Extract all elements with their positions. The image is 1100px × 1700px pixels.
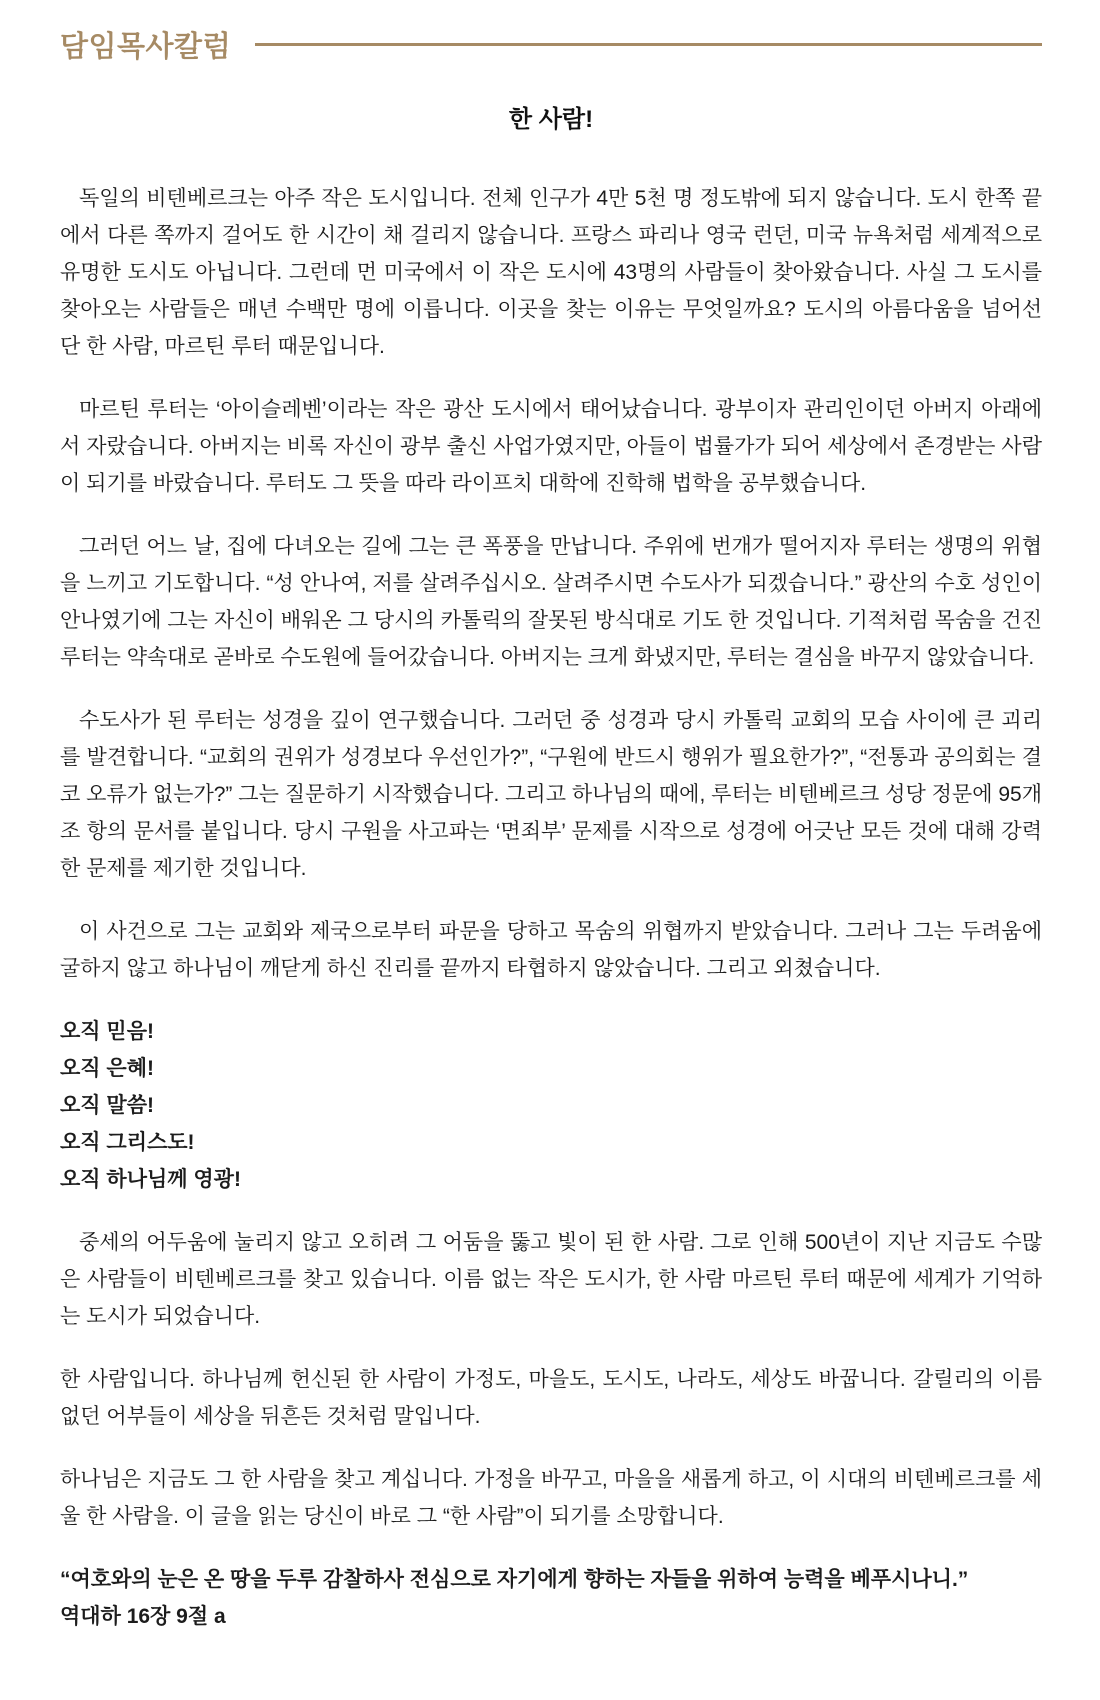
article-paragraph: 수도사가 된 루터는 성경을 깊이 연구했습니다. 그러던 중 성경과 당시 카톨릭 교회의 모습 사이에 큰 괴리를 발견합니다. “교회의 권위가 성경보다 우선인가?”, “구원에 반드시 행위가 필요한가?”, “전통과 공의회는 결코 오류가 없는가?” 그는 질문하기 시작했습니다. 그리고 하나님의 때에, 루터는 비텐베르크 성당 정문에 95개 조 항의 문서를 붙입니다. 당시 구원을 사고파는 ‘면죄부’ 문제를 시작으로 성경에 어긋난 모든 것에 대해 강력한 문제를 제기한 것입니다. — [60, 709, 1042, 880]
slogan-line: 오직 말씀! — [60, 1094, 154, 1117]
article-paragraph: 그러던 어느 날, 집에 다녀오는 길에 그는 큰 폭풍을 만납니다. 주위에 번개가 떨어지자 루터는 생명의 위협을 느끼고 기도합니다. “성 안나여, 저를 살려주십시오. 살려주시면 수도사가 되겠습니다.” 광산의 수호 성인이 안나였기에 그는 자신이 배워온 그 당시의 카톨릭의 잘못된 방식대로 기도 한 것입니다. 기적처럼 목숨을 건진 루터는 약속대로 곧바로 수도원에 들어갔습니다. 아버지는 크게 화냈지만, 루터는 결심을 바꾸지 않았습니다. — [60, 535, 1042, 669]
article-title: 한 사람! — [508, 106, 594, 133]
article-paragraph: 이 사건으로 그는 교회와 제국으로부터 파문을 당하고 목숨의 위협까지 받았습니다. 그러나 그는 두려움에 굴하지 않고 하나님이 깨닫게 하신 진리를 끝까지 타협하지 않았습니다. 그리고 외쳤습니다. — [60, 920, 1042, 980]
slogan-line: 오직 믿음! — [60, 1020, 154, 1043]
scripture-reference: 역대하 16장 9절 a — [60, 1605, 226, 1628]
column-category-label: 담임목사칼럼 — [60, 31, 232, 63]
masthead-divider-rule — [255, 43, 1042, 46]
slogan-line: 오직 그리스도! — [60, 1131, 195, 1154]
article-paragraph: 한 사람입니다. 하나님께 헌신된 한 사람이 가정도, 마을도, 도시도, 나라도, 세상도 바꿉니다. 갈릴리의 이름 없던 어부들이 세상을 뒤흔든 것처럼 말입니다. — [60, 1368, 1042, 1428]
article-paragraph: 독일의 비텐베르크는 아주 작은 도시입니다. 전체 인구가 4만 5천 명 정도밖에 되지 않습니다. 도시 한쪽 끝에서 다른 쪽까지 걸어도 한 시간이 채 걸리지 않습니다. 프랑스 파리나 영국 런던, 미국 뉴욕처럼 세계적으로 유명한 도시도 아닙니다. 그런데 먼 미국에서 이 작은 도시에 43명의 사람들이 찾아왔습니다. 사실 그 도시를 찾아오는 사람들은 매년 수백만 명에 이릅니다. 이곳을 찾는 이유는 무엇일까요? 도시의 아름다움을 넘어선 단 한 사람, 마르틴 루터 때문입니다. — [60, 187, 1042, 358]
scripture-quote: “여호와의 눈은 온 땅을 두루 감찰하사 전심으로 자기에게 향하는 자들을 위하여 능력을 베푸시나니.” — [60, 1568, 969, 1591]
article-paragraph: 마르틴 루터는 ‘아이슬레벤’이라는 작은 광산 도시에서 태어났습니다. 광부이자 관리인이던 아버지 아래에서 자랐습니다. 아버지는 비록 자신이 광부 출신 사업가였지만, 아들이 법률가가 되어 세상에서 존경받는 사람이 되기를 바랐습니다. 루터도 그 뜻을 따라 라이프치 대학에 진학해 법학을 공부했습니다. — [60, 398, 1042, 495]
scripture-block — [60, 1561, 1042, 1635]
slogan-line: 오직 하나님께 영광! — [60, 1168, 241, 1191]
masthead — [60, 24, 1042, 65]
slogan-block — [60, 1013, 1042, 1198]
article-paragraph: 중세의 어두움에 눌리지 않고 오히려 그 어둠을 뚫고 빛이 된 한 사람. 그로 인해 500년이 지난 지금도 수많은 사람들이 비텐베르크를 찾고 있습니다. 이름 없는 작은 도시가, 한 사람 마르틴 루터 때문에 세계가 기억하는 도시가 되었습니다. — [60, 1231, 1042, 1328]
article-body — [60, 180, 1042, 1635]
article-paragraph: 하나님은 지금도 그 한 사람을 찾고 계십니다. 가정을 바꾸고, 마을을 새롭게 하고, 이 시대의 비텐베르크를 세울 한 사람을. 이 글을 읽는 당신이 바로 그 “한 사람”이 되기를 소망합니다. — [60, 1468, 1042, 1528]
slogan-line: 오직 은혜! — [60, 1057, 154, 1080]
